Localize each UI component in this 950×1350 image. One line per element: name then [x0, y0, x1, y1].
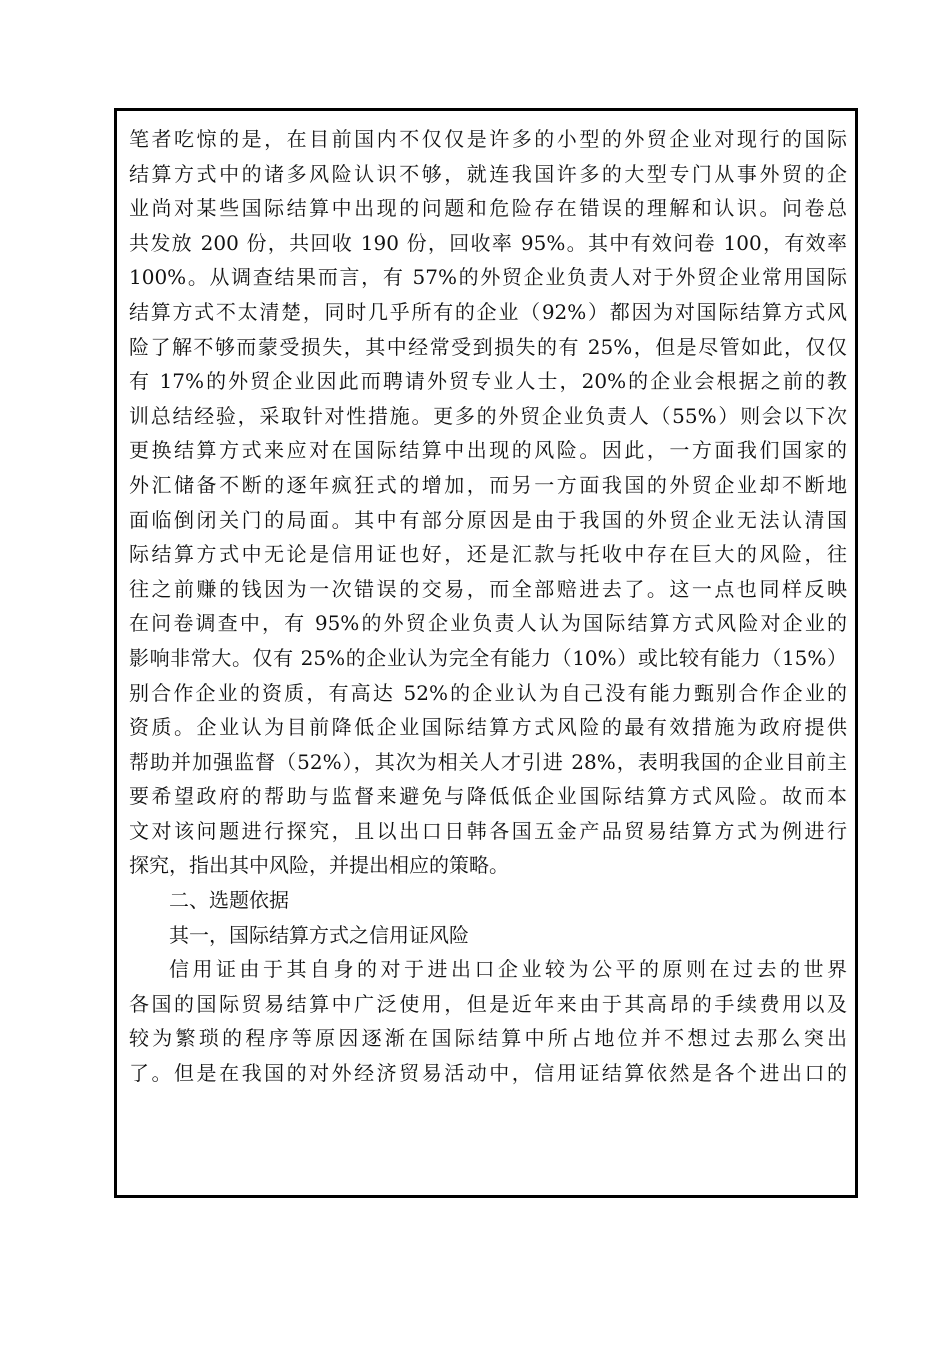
- text-line: 险了解不够而蒙受损失，其中经常受到损失的有 25%，但是尽管如此，仅仅: [129, 334, 847, 359]
- text-frame: [114, 108, 858, 1198]
- text-line: 往之前赚的钱因为一次错误的交易，而全部赔进去了。这一点也同样反映: [129, 576, 847, 601]
- text-line: 信用证由于其自身的对于进出口企业较为公平的原则在过去的世界: [169, 957, 847, 982]
- text-line: 面临倒闭关门的局面。其中有部分原因是由于我国的外贸企业无法认清国: [129, 507, 847, 532]
- text-line: 要希望政府的帮助与监督来避免与降低低企业国际结算方式风险。故而本: [129, 784, 847, 809]
- text-line: 别合作企业的资质，有高达 52%的企业认为自己没有能力甄别合作企业的: [129, 680, 847, 705]
- section-heading: 二、选题依据: [169, 888, 289, 913]
- text-line: 共发放 200 份，共回收 190 份，回收率 95%。其中有效问卷 100，有效率: [129, 230, 847, 255]
- text-line: 业尚对某些国际结算中出现的问题和危险存在错误的理解和认识。问卷总: [129, 196, 847, 221]
- text-line: 在问卷调查中，有 95%的外贸企业负责人认为国际结算方式风险对企业的: [129, 611, 847, 636]
- text-line: 探究，指出其中风险，并提出相应的策略。: [129, 853, 509, 878]
- text-line: 笔者吃惊的是，在目前国内不仅仅是许多的小型的外贸企业对现行的国际: [129, 127, 847, 151]
- document-body: [129, 122, 847, 1091]
- text-line: 更换结算方式来应对在国际结算中出现的风险。因此，一方面我们国家的: [129, 438, 847, 463]
- text-line: 结算方式中的诸多风险认识不够，就连我国许多的大型专门从事外贸的企: [129, 161, 847, 186]
- text-line: 有 17%的外贸企业因此而聘请外贸专业人士，20%的企业会根据之前的教: [129, 369, 847, 394]
- text-line: 较为繁琐的程序等原因逐渐在国际结算中所占地位并不想过去那么突出: [129, 1026, 847, 1051]
- text-line: 帮助并加强监督（52%），其次为相关人才引进 28%，表明我国的企业目前主: [129, 749, 847, 774]
- text-line: 了。但是在我国的对外经济贸易活动中，信用证结算依然是各个进出口的: [129, 1061, 847, 1086]
- text-line: 文对该问题进行探究，且以出口日韩各国五金产品贸易结算方式为例进行: [129, 818, 847, 843]
- text-line: 影响非常大。仅有 25%的企业认为完全有能力（10%）或比较有能力（15%）: [129, 645, 847, 670]
- text-line: 各国的国际贸易结算中广泛使用，但是近年来由于其高昂的手续费用以及: [129, 991, 847, 1016]
- text-line: 资质。企业认为目前降低企业国际结算方式风险的最有效措施为政府提供: [129, 715, 847, 740]
- text-line: 结算方式不太清楚，同时几乎所有的企业（92%）都因为对国际结算方式风: [129, 299, 847, 324]
- text-line: 际结算方式中无论是信用证也好，还是汇款与托收中存在巨大的风险，往: [129, 542, 847, 567]
- subsection-heading: 其一，国际结算方式之信用证风险: [169, 922, 469, 947]
- text-line: 训总结经验，采取针对性措施。更多的外贸企业负责人（55%）则会以下次: [129, 403, 847, 428]
- text-line: 外汇储备不断的逐年疯狂式的增加，而另一方面我国的外贸企业却不断地: [129, 472, 847, 497]
- text-line: 100%。从调查结果而言，有 57%的外贸企业负责人对于外贸企业常用国际: [129, 265, 847, 290]
